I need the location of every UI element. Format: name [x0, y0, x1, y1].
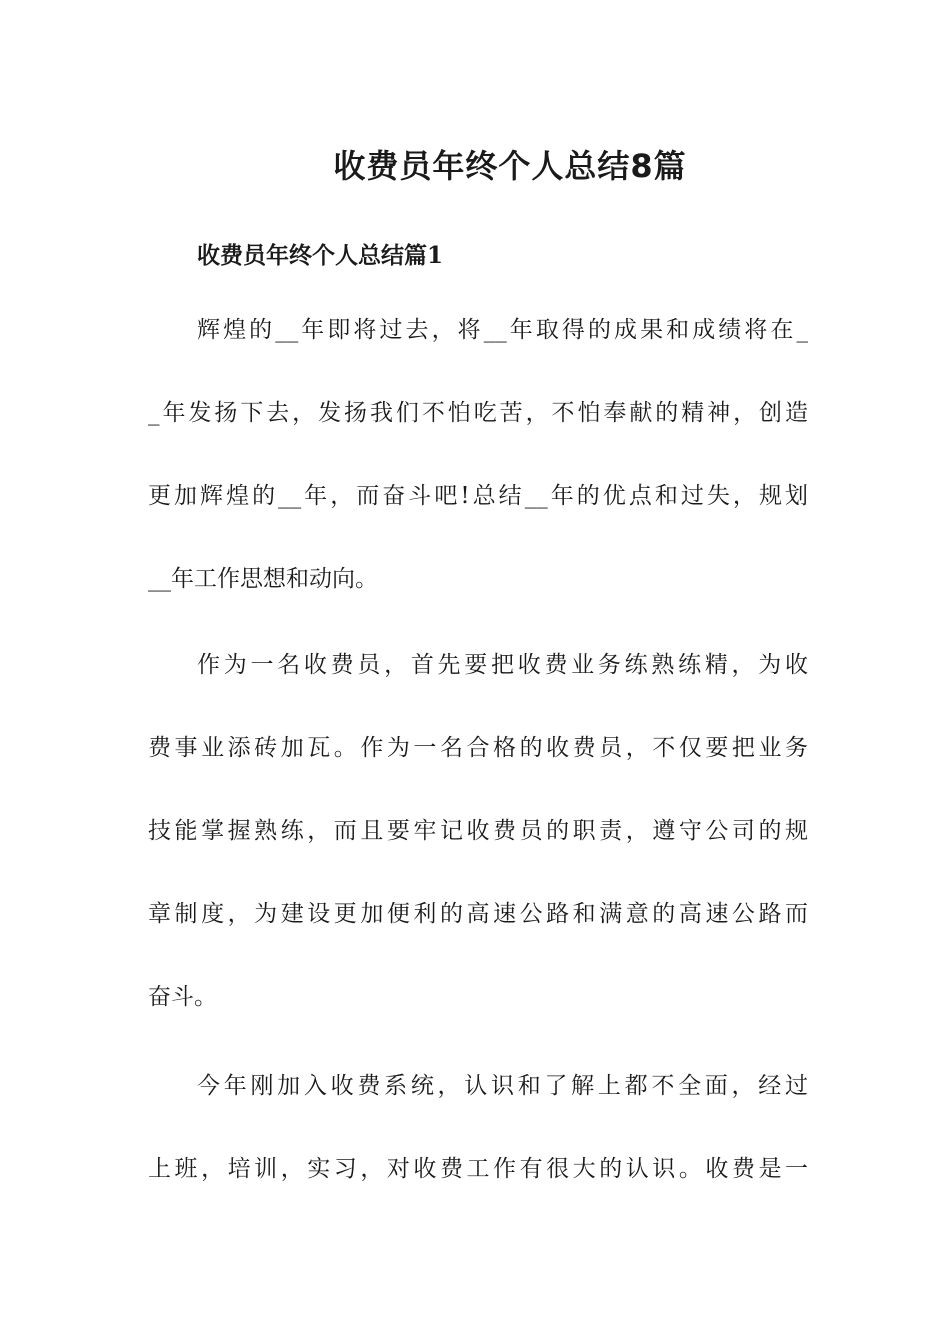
- paragraph-line: 今年刚加入收费系统，认识和了解上都不全面，经过: [197, 1073, 808, 1099]
- paragraph-line: _年发扬下去，发扬我们不怕吃苦，不怕奉献的精神，创造: [148, 400, 808, 426]
- paragraph-line: 作为一名收费员，首先要把收费业务练熟练精，为收: [197, 652, 808, 678]
- section-heading: 收费员年终个人总结篇1: [197, 242, 444, 269]
- paragraph-3: [148, 1066, 808, 1232]
- paragraph-line: 技能掌握熟练，而且要牢记收费员的职责，遵守公司的规: [148, 818, 808, 844]
- paragraph-line: 章制度，为建设更加便利的高速公路和满意的高速公路而: [148, 901, 808, 927]
- paragraph-line: 奋斗。: [148, 984, 217, 1010]
- paragraph-1: [148, 310, 808, 642]
- paragraph-line: 费事业添砖加瓦。作为一名合格的收费员，不仅要把业务: [148, 735, 808, 761]
- paragraph-line: 辉煌的__年即将过去，将__年取得的成果和成绩将在_: [197, 317, 808, 343]
- paragraph-2: [148, 645, 808, 1060]
- paragraph-line: __年工作思想和动向。: [148, 566, 378, 592]
- paragraph-line: 上班，培训，实习，对收费工作有很大的认识。收费是一: [148, 1156, 808, 1182]
- document-title: 收费员年终个人总结8篇: [333, 147, 687, 185]
- paragraph-line: 更加辉煌的__年，而奋斗吧!总结__年的优点和过失，规划: [148, 483, 808, 509]
